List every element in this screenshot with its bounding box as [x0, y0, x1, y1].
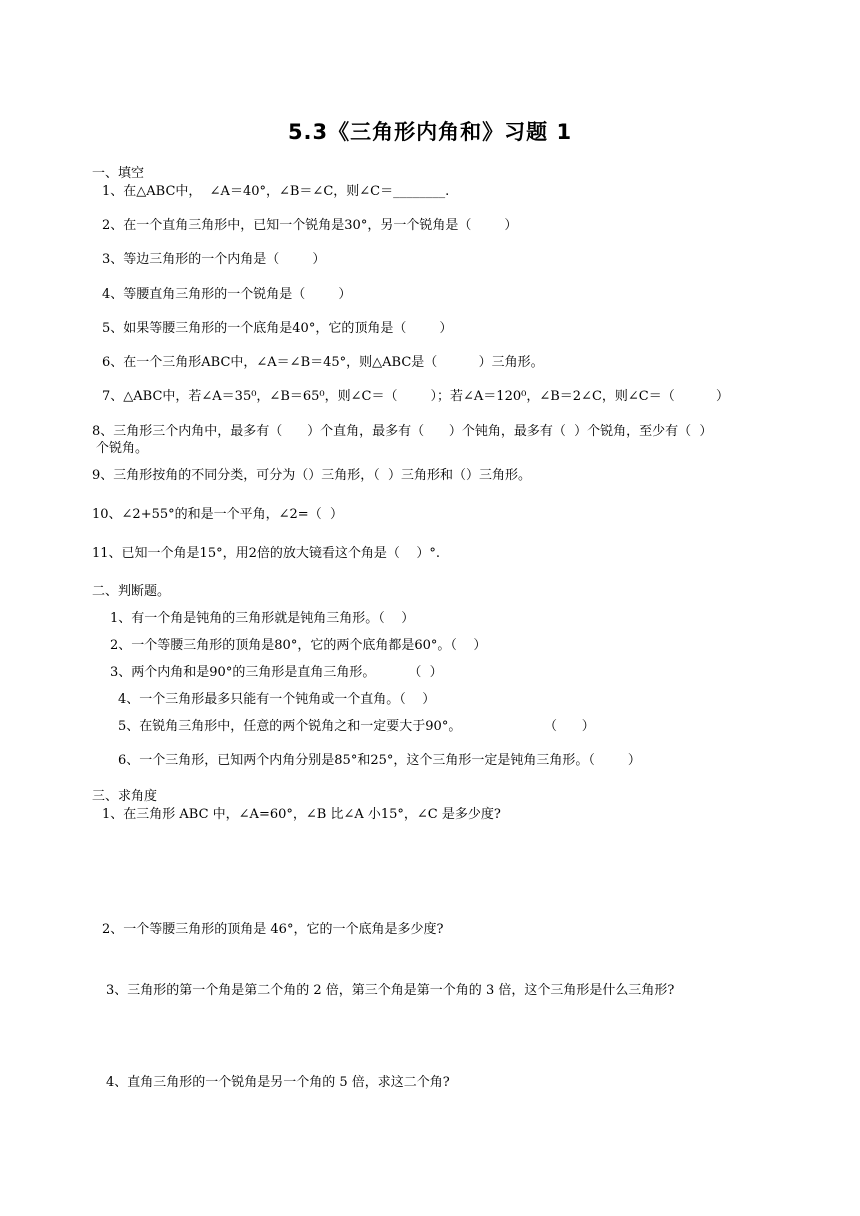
judge-question-4: 4、一个三角形最多只能有一个钝角或一个直角。（ ）: [118, 692, 436, 707]
judge-question-3: 3、两个内角和是90°的三角形是直角三角形。 （ ）: [110, 665, 443, 680]
judge-question-2: 2、一个等腰三角形的顶角是80°，它的两个底角都是60°。（ ）: [110, 638, 487, 653]
page-title: 5.3《三角形内角和》习题 1: [287, 120, 573, 144]
section-heading-find-angles: 三、求角度: [92, 789, 158, 804]
fill-question-1: 1、在△ABC中， ∠A＝40°，∠B＝∠C，则∠C＝________.: [102, 184, 450, 199]
section-heading-fill-blank: 一、填空: [92, 166, 145, 181]
section-heading-true-false: 二、判断题。: [92, 584, 171, 599]
fill-question-7: 7、△ABC中，若∠A＝35⁰，∠B＝65⁰，则∠C＝（ ）；若∠A＝120⁰，∠B＝2∠C，则∠C＝（ ）: [102, 389, 730, 404]
fill-question-10: 10、∠2+55°的和是一个平角，∠2=（ ）: [92, 507, 343, 522]
fill-question-8-line-2: 个锐角。: [96, 441, 149, 456]
fill-question-2: 2、在一个直角三角形中，已知一个锐角是30°，另一个锐角是（ ）: [102, 218, 518, 233]
angle-problem-3: 3、三角形的第一个角是第二个角的 2 倍，第三个角是第一个角的 3 倍，这个三角形是什么三角形?: [106, 983, 675, 998]
angle-problem-2: 2、一个等腰三角形的顶角是 46°，它的一个底角是多少度?: [102, 922, 444, 937]
fill-question-8-line-1: 8、三角形三个内角中，最多有（ ）个直角，最多有（ ）个钝角，最多有（ ）个锐角，至少有（ ）: [92, 424, 713, 439]
angle-problem-4: 4、直角三角形的一个锐角是另一个角的 5 倍，求这二个角?: [106, 1075, 450, 1090]
fill-question-5: 5、如果等腰三角形的一个底角是40°，它的顶角是（ ）: [102, 321, 453, 336]
fill-question-4: 4、等腰直角三角形的一个锐角是（ ）: [102, 287, 352, 302]
fill-question-3: 3、等边三角形的一个内角是（ ）: [102, 252, 326, 267]
angle-problem-1: 1、在三角形 ABC 中，∠A=60°，∠B 比∠A 小15°，∠C 是多少度?: [102, 807, 501, 822]
fill-question-6: 6、在一个三角形ABC中，∠A＝∠B＝45°，则△ABC是（ ）三角形。: [102, 355, 544, 370]
judge-question-5: 5、在锐角三角形中，任意的两个锐角之和一定要大于90°。 （ ）: [118, 719, 595, 734]
judge-question-6: 6、一个三角形，已知两个内角分别是85°和25°，这个三角形一定是钝角三角形。（ ）: [118, 753, 641, 768]
fill-question-11: 11、已知一个角是15°，用2倍的放大镜看这个角是（ ）°.: [92, 546, 441, 561]
fill-question-9: 9、三角形按角的不同分类，可分为（）三角形，（ ）三角形和（）三角形。: [92, 468, 532, 483]
judge-question-1: 1、有一个角是钝角的三角形就是钝角三角形。（ ）: [110, 611, 415, 626]
